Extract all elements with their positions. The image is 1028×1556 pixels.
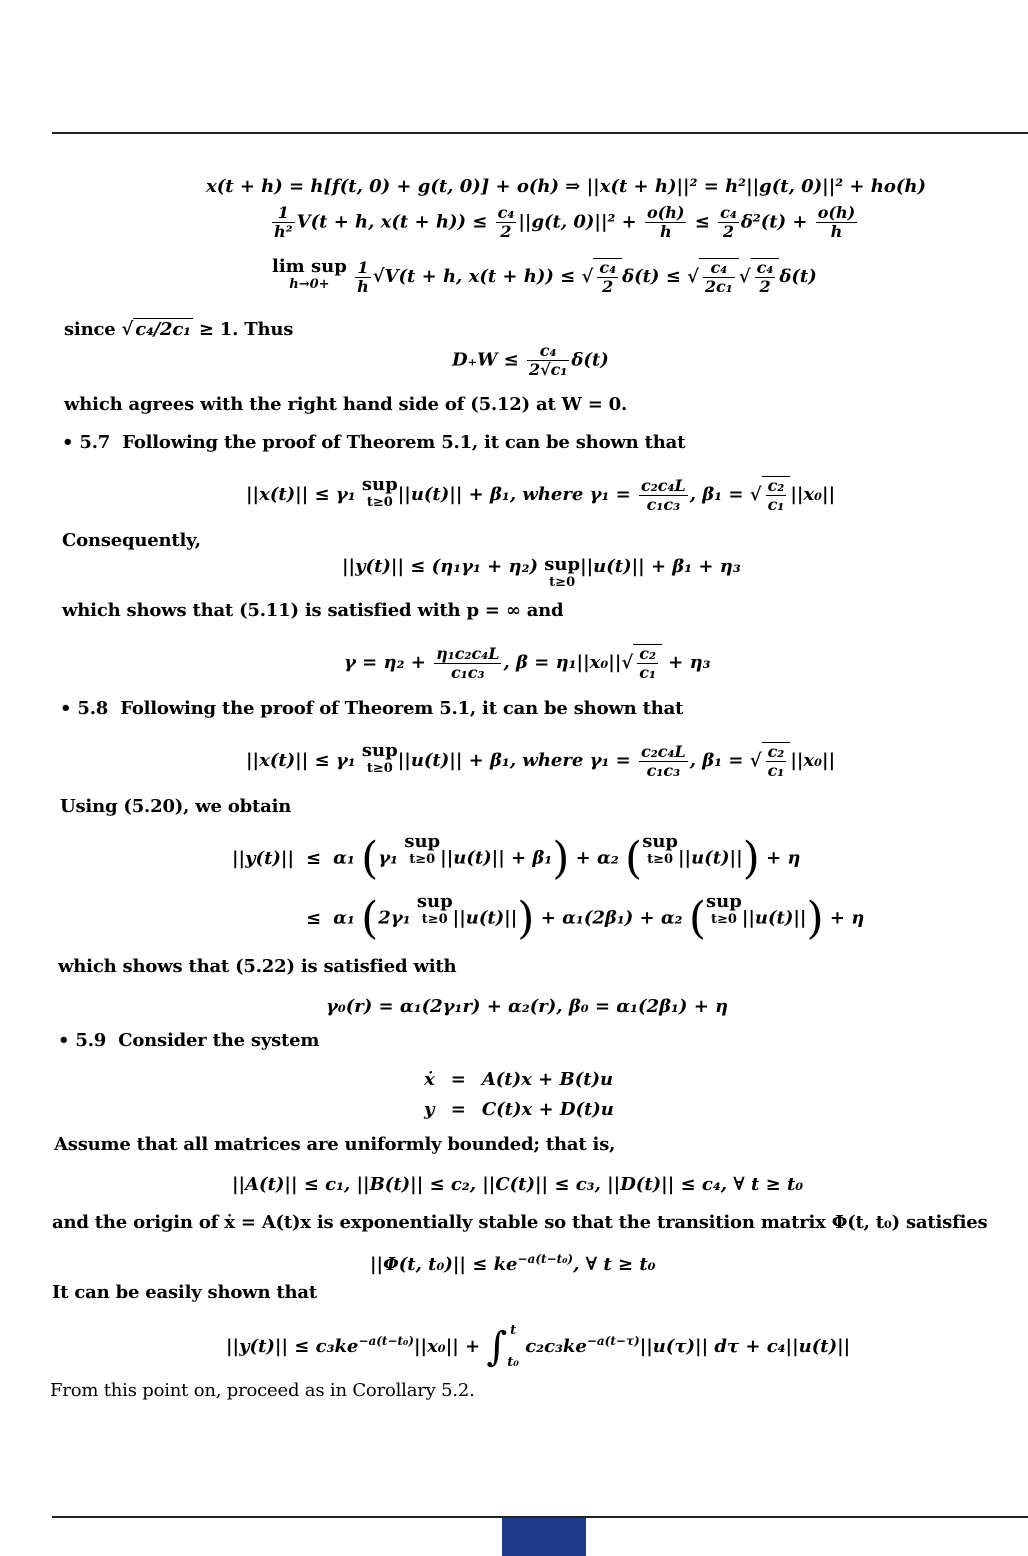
- text-shows-5-22: which shows that (5.22) is satisfied with: [58, 956, 457, 977]
- text-origin: and the origin of ẋ = A(t)x is exponentially stable so that the transition matrix Φ(t, t₀) satisfies: [52, 1212, 988, 1233]
- system-equations: [416, 1064, 622, 1124]
- sys-lhs-1: ẋ: [424, 1068, 435, 1090]
- text-using-5-20: Using (5.20), we obtain: [60, 796, 292, 817]
- aligned-lhs: ||y(t)||: [232, 847, 294, 869]
- equation-5-7-bound: ||x(t)|| ≤ γ₁ sup t≥0 ||u(t)|| + β₁, where γ₁ = $\frac{\text{c₂c₄L}}{\text{c₁c₃}}$ , β₁ = √ $\frac{\text{c₂}}{\text{c₁}}$ ||x₀||: [246, 474, 836, 514]
- equation-dini-derivative: D₊W ≤ $\frac{\text{c₄}}{\text{2√c₁}}$ δ(t): [452, 341, 609, 379]
- text-since: since √ c₄/2c₁ ≥ 1. Thus: [64, 319, 294, 340]
- text-final: From this point on, proceed as in Corollary 5.2.: [50, 1380, 475, 1401]
- text-shows-5-11: which shows that (5.11) is satisfied with p = ∞ and: [62, 600, 564, 621]
- sys-rhs-2: C(t)x + D(t)u: [481, 1098, 614, 1120]
- equation-gamma0: γ₀(r) = α₁(2γ₁r) + α₂(r), β₀ = α₁(2β₁) + η: [326, 996, 729, 1017]
- sys-eq-2: =: [450, 1098, 466, 1120]
- equation-x-t-plus-h: x(t + h) = h[f(t, 0) + g(t, 0)] + o(h) ⇒ ||x(t + h)||² = h²||g(t, 0)||² + ho(h): [206, 176, 926, 197]
- aligned-rel-2: ≤: [306, 907, 322, 929]
- text-assume: Assume that all matrices are uniformly bounded; that is,: [54, 1134, 616, 1155]
- equation-v-bound: $\frac{1}{\text{h²}}$ V(t + h, x(t + h)) ≤ $\frac{\text{c₄}}{2}$ ||g(t, 0)||² + $\frac{o(h)}{h}$ ≤ $\frac{\text{c₄}}{2}$ δ²(t) + $\frac{o(h)}{h}$: [274, 203, 856, 241]
- text-consequently: Consequently,: [62, 530, 201, 551]
- equation-integral: $||y(t)|| \le c_3ke^{-a(t-t_0)}||x_0||$ + ∫ t t₀ $c_2c_3ke^{-a(t-\tau)}||u(\tau)||$ dτ + c₄||u(t)||: [226, 1323, 851, 1370]
- sys-eq-1: =: [450, 1068, 466, 1090]
- equation-transition-matrix: ||Φ(t, $t_0)|| \le ke^{-a(t-t_0)}$, ∀ t ≥ t₀: [370, 1252, 656, 1275]
- text-easily: It can be easily shown that: [52, 1282, 317, 1303]
- aligned-rhs-1: α₁ (γ₁ sup t≥0 ||u(t)|| + β₁) + α₂ ( sup t≥0 ||u(t)||) + η: [333, 830, 801, 884]
- top-rule: [52, 132, 1028, 134]
- item-5-7: • 5.7 Following the proof of Theorem 5.1, it can be shown that: [62, 432, 686, 453]
- aligned-rel-1: ≤: [306, 847, 322, 869]
- equation-5-8-bound: ||x(t)|| ≤ γ₁ sup t≥0 ||u(t)|| + β₁, where γ₁ = $\frac{\text{c₂c₄L}}{\text{c₁c₃}}$ , β₁ = √ $\frac{\text{c₂}}{\text{c₁}}$ ||x₀||: [246, 740, 836, 780]
- sys-rhs-1: A(t)x + B(t)u: [481, 1068, 614, 1090]
- equation-gamma-beta: γ = η₂ + $\frac{\text{η₁c₂c₄L}}{\text{c₁c₃}}$ , β = η₁||x₀||√ $\frac{\text{c₂}}{\text{c₁}}$ + η₃: [344, 643, 711, 682]
- sys-lhs-2: y: [424, 1098, 435, 1120]
- aligned-rhs-2: α₁ (2γ₁ sup t≥0 ||u(t)||) + α₁(2β₁) + α₂ ( sup t≥0 ||u(t)||) + η: [333, 890, 865, 944]
- equation-lim-sup: lim sup h→0+ $\frac{1}{h}$ √V(t + h, x(t + h)) ≤ √ $\frac{\text{c₄}}{2}$ δ(t) ≤ √ $\frac{\text{c₄}}{\text{2c₁}}$ √ $\frac{\text{c₄}}{2}$ δ(t): [272, 256, 817, 296]
- text-agrees: which agrees with the right hand side of (5.12) at W = 0.: [64, 394, 628, 415]
- equation-bounds: ||A(t)|| ≤ c₁, ||B(t)|| ≤ c₂, ||C(t)|| ≤ c₃, ||D(t)|| ≤ c₄, ∀ t ≥ t₀: [232, 1174, 804, 1195]
- item-5-9: • 5.9 Consider the system: [58, 1030, 320, 1051]
- aligned-inequalities: [226, 828, 870, 948]
- equation-5-7-y: ||y(t)|| ≤ (η₁γ₁ + η₂) sup t≥0 ||u(t)|| + β₁ + η₃: [342, 554, 741, 590]
- item-5-8: • 5.8 Following the proof of Theorem 5.1, it can be shown that: [60, 698, 684, 719]
- page-tab: [502, 1518, 586, 1556]
